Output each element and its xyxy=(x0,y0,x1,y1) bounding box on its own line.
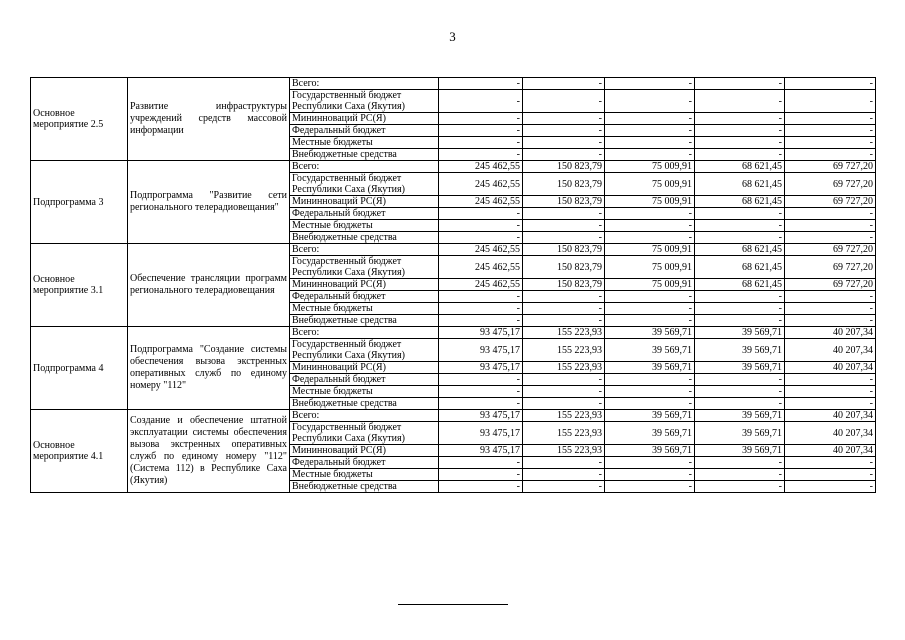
amount-cell: 69 727,20 xyxy=(785,279,876,291)
table-row xyxy=(31,244,876,256)
amount-cell: - xyxy=(605,469,695,481)
amount-cell: - xyxy=(605,78,695,90)
amount-cell: 155 223,93 xyxy=(523,327,605,339)
amount-cell: 39 569,71 xyxy=(695,422,785,445)
amount-cell: - xyxy=(439,137,523,149)
page-number: 3 xyxy=(449,29,456,44)
block-name: Подпрограмма "Создание системы обеспечения вызова экстренных оперативных служб по единому номеру "112" xyxy=(128,327,290,410)
amount-cell: - xyxy=(605,90,695,113)
funding-source: Внебюджетные средства xyxy=(290,315,439,327)
amount-cell: - xyxy=(605,232,695,244)
amount-cell: - xyxy=(523,481,605,493)
block-label: Основное мероприятие 4.1 xyxy=(31,410,128,493)
amount-cell: - xyxy=(695,90,785,113)
amount-cell: - xyxy=(523,315,605,327)
block-name: Подпрограмма "Развитие сети регионального телерадиовещания" xyxy=(128,161,290,244)
amount-cell: 40 207,34 xyxy=(785,339,876,362)
funding-source: Внебюджетные средства xyxy=(290,232,439,244)
amount-cell: - xyxy=(785,78,876,90)
amount-cell: - xyxy=(523,469,605,481)
amount-cell: - xyxy=(605,149,695,161)
amount-cell: - xyxy=(695,303,785,315)
amount-cell: - xyxy=(785,303,876,315)
funding-source: Федеральный бюджет xyxy=(290,374,439,386)
amount-cell: 39 569,71 xyxy=(695,339,785,362)
amount-cell: 40 207,34 xyxy=(785,445,876,457)
amount-cell: - xyxy=(695,220,785,232)
amount-cell: 245 462,55 xyxy=(439,161,523,173)
amount-cell: 39 569,71 xyxy=(605,445,695,457)
amount-cell: - xyxy=(695,78,785,90)
funding-source: Мининноваций РС(Я) xyxy=(290,445,439,457)
amount-cell: - xyxy=(785,90,876,113)
funding-source: Местные бюджеты xyxy=(290,386,439,398)
amount-cell: 40 207,34 xyxy=(785,327,876,339)
amount-cell: - xyxy=(523,374,605,386)
footnote-rule xyxy=(398,604,508,605)
amount-cell: - xyxy=(605,374,695,386)
amount-cell: 93 475,17 xyxy=(439,362,523,374)
amount-cell: - xyxy=(695,149,785,161)
amount-cell: 68 621,45 xyxy=(695,279,785,291)
amount-cell: - xyxy=(523,149,605,161)
funding-source: Мининноваций РС(Я) xyxy=(290,362,439,374)
amount-cell: 69 727,20 xyxy=(785,196,876,208)
amount-cell: - xyxy=(695,386,785,398)
amount-cell: 39 569,71 xyxy=(605,410,695,422)
funding-source: Федеральный бюджет xyxy=(290,208,439,220)
amount-cell: 69 727,20 xyxy=(785,161,876,173)
amount-cell: - xyxy=(523,232,605,244)
amount-cell: 150 823,79 xyxy=(523,279,605,291)
amount-cell: - xyxy=(785,113,876,125)
amount-cell: - xyxy=(439,208,523,220)
amount-cell: 75 009,91 xyxy=(605,161,695,173)
amount-cell: - xyxy=(695,469,785,481)
amount-cell: 40 207,34 xyxy=(785,362,876,374)
funding-source: Местные бюджеты xyxy=(290,220,439,232)
amount-cell: 245 462,55 xyxy=(439,173,523,196)
amount-cell: 68 621,45 xyxy=(695,161,785,173)
amount-cell: - xyxy=(523,303,605,315)
amount-cell: - xyxy=(523,398,605,410)
amount-cell: 150 823,79 xyxy=(523,244,605,256)
amount-cell: - xyxy=(523,208,605,220)
funding-source: Всего: xyxy=(290,244,439,256)
amount-cell: 39 569,71 xyxy=(695,410,785,422)
amount-cell: - xyxy=(695,113,785,125)
amount-cell: - xyxy=(523,125,605,137)
funding-source: Федеральный бюджет xyxy=(290,291,439,303)
amount-cell: - xyxy=(523,78,605,90)
amount-cell: 93 475,17 xyxy=(439,422,523,445)
amount-cell: - xyxy=(523,113,605,125)
amount-cell: - xyxy=(785,125,876,137)
amount-cell: 39 569,71 xyxy=(695,327,785,339)
amount-cell: 155 223,93 xyxy=(523,410,605,422)
amount-cell: 40 207,34 xyxy=(785,422,876,445)
funding-source: Всего: xyxy=(290,410,439,422)
amount-cell: - xyxy=(695,481,785,493)
amount-cell: - xyxy=(439,469,523,481)
amount-cell: 245 462,55 xyxy=(439,244,523,256)
funding-source: Всего: xyxy=(290,161,439,173)
amount-cell: - xyxy=(439,291,523,303)
amount-cell: - xyxy=(695,315,785,327)
funding-source: Федеральный бюджет xyxy=(290,457,439,469)
amount-cell: - xyxy=(605,125,695,137)
amount-cell: 75 009,91 xyxy=(605,256,695,279)
amount-cell: 150 823,79 xyxy=(523,173,605,196)
amount-cell: 150 823,79 xyxy=(523,196,605,208)
amount-cell: - xyxy=(605,481,695,493)
amount-cell: - xyxy=(785,291,876,303)
table-row xyxy=(31,161,876,173)
amount-cell: - xyxy=(785,149,876,161)
budget-table xyxy=(30,77,876,493)
amount-cell: 245 462,55 xyxy=(439,279,523,291)
amount-cell: - xyxy=(523,220,605,232)
amount-cell: - xyxy=(695,232,785,244)
amount-cell: - xyxy=(439,78,523,90)
amount-cell: 93 475,17 xyxy=(439,327,523,339)
amount-cell: 69 727,20 xyxy=(785,173,876,196)
amount-cell: 39 569,71 xyxy=(605,362,695,374)
funding-source: Мининноваций РС(Я) xyxy=(290,113,439,125)
amount-cell: 39 569,71 xyxy=(605,327,695,339)
amount-cell: 39 569,71 xyxy=(695,362,785,374)
amount-cell: - xyxy=(695,125,785,137)
block-name: Обеспечение трансляции программ регионального телерадиовещания xyxy=(128,244,290,327)
amount-cell: 69 727,20 xyxy=(785,256,876,279)
amount-cell: - xyxy=(523,386,605,398)
amount-cell: - xyxy=(523,291,605,303)
funding-source: Местные бюджеты xyxy=(290,469,439,481)
amount-cell: - xyxy=(439,398,523,410)
amount-cell: - xyxy=(695,398,785,410)
amount-cell: - xyxy=(439,232,523,244)
amount-cell: - xyxy=(439,374,523,386)
amount-cell: 68 621,45 xyxy=(695,196,785,208)
amount-cell: - xyxy=(785,469,876,481)
amount-cell: 150 823,79 xyxy=(523,161,605,173)
amount-cell: 155 223,93 xyxy=(523,422,605,445)
amount-cell: - xyxy=(785,220,876,232)
amount-cell: - xyxy=(695,374,785,386)
amount-cell: - xyxy=(439,113,523,125)
block-label: Подпрограмма 4 xyxy=(31,327,128,410)
funding-source: Внебюджетные средства xyxy=(290,149,439,161)
amount-cell: - xyxy=(523,90,605,113)
amount-cell: - xyxy=(605,386,695,398)
amount-cell: - xyxy=(439,386,523,398)
amount-cell: 40 207,34 xyxy=(785,410,876,422)
table-row xyxy=(31,78,876,90)
amount-cell: 39 569,71 xyxy=(605,339,695,362)
amount-cell: 155 223,93 xyxy=(523,339,605,362)
amount-cell: - xyxy=(523,137,605,149)
amount-cell: - xyxy=(439,481,523,493)
amount-cell: 150 823,79 xyxy=(523,256,605,279)
amount-cell: - xyxy=(605,137,695,149)
amount-cell: 39 569,71 xyxy=(605,422,695,445)
amount-cell: - xyxy=(439,315,523,327)
amount-cell: - xyxy=(605,315,695,327)
amount-cell: 93 475,17 xyxy=(439,445,523,457)
amount-cell: - xyxy=(785,315,876,327)
funding-source: Внебюджетные средства xyxy=(290,398,439,410)
amount-cell: 68 621,45 xyxy=(695,173,785,196)
amount-cell: 93 475,17 xyxy=(439,339,523,362)
amount-cell: - xyxy=(785,398,876,410)
amount-cell: - xyxy=(605,291,695,303)
block-label: Основное мероприятие 2.5 xyxy=(31,78,128,161)
amount-cell: - xyxy=(785,386,876,398)
funding-source: Всего: xyxy=(290,78,439,90)
funding-source: Местные бюджеты xyxy=(290,303,439,315)
amount-cell: - xyxy=(439,125,523,137)
amount-cell: - xyxy=(695,291,785,303)
table-row xyxy=(31,327,876,339)
amount-cell: 75 009,91 xyxy=(605,173,695,196)
funding-source: Государственный бюджет Республики Саха (Якутия) xyxy=(290,339,439,362)
funding-source: Федеральный бюджет xyxy=(290,125,439,137)
amount-cell: - xyxy=(695,457,785,469)
funding-source: Всего: xyxy=(290,327,439,339)
amount-cell: - xyxy=(605,303,695,315)
funding-source: Внебюджетные средства xyxy=(290,481,439,493)
amount-cell: - xyxy=(605,208,695,220)
block-label: Основное мероприятие 3.1 xyxy=(31,244,128,327)
amount-cell: - xyxy=(605,113,695,125)
amount-cell: 245 462,55 xyxy=(439,256,523,279)
amount-cell: - xyxy=(439,457,523,469)
amount-cell: 75 009,91 xyxy=(605,196,695,208)
funding-source: Мининноваций РС(Я) xyxy=(290,279,439,291)
amount-cell: 155 223,93 xyxy=(523,445,605,457)
amount-cell: 75 009,91 xyxy=(605,244,695,256)
amount-cell: - xyxy=(439,149,523,161)
amount-cell: - xyxy=(695,137,785,149)
amount-cell: 39 569,71 xyxy=(695,445,785,457)
amount-cell: 68 621,45 xyxy=(695,256,785,279)
funding-source: Государственный бюджет Республики Саха (Якутия) xyxy=(290,173,439,196)
amount-cell: - xyxy=(605,220,695,232)
block-label: Подпрограмма 3 xyxy=(31,161,128,244)
amount-cell: - xyxy=(785,457,876,469)
block-name: Создание и обеспечение штатной эксплуатации системы обеспечения вызова экстренных оперативных служб по единому номеру "112" (Система 112) в Республике Саха (Якутия) xyxy=(128,410,290,493)
amount-cell: - xyxy=(785,374,876,386)
amount-cell: - xyxy=(439,90,523,113)
amount-cell: - xyxy=(439,220,523,232)
amount-cell: - xyxy=(785,232,876,244)
amount-cell: 93 475,17 xyxy=(439,410,523,422)
amount-cell: - xyxy=(785,208,876,220)
amount-cell: 245 462,55 xyxy=(439,196,523,208)
funding-source: Местные бюджеты xyxy=(290,137,439,149)
amount-cell: - xyxy=(523,457,605,469)
table-row xyxy=(31,410,876,422)
funding-source: Государственный бюджет Республики Саха (Якутия) xyxy=(290,90,439,113)
amount-cell: - xyxy=(785,137,876,149)
amount-cell: - xyxy=(695,208,785,220)
amount-cell: - xyxy=(439,303,523,315)
amount-cell: - xyxy=(605,398,695,410)
amount-cell: - xyxy=(785,481,876,493)
block-name: Развитие инфраструктуры учреждений средств массовой информации xyxy=(128,78,290,161)
amount-cell: 75 009,91 xyxy=(605,279,695,291)
funding-source: Мининноваций РС(Я) xyxy=(290,196,439,208)
funding-source: Государственный бюджет Республики Саха (Якутия) xyxy=(290,256,439,279)
amount-cell: 69 727,20 xyxy=(785,244,876,256)
amount-cell: 68 621,45 xyxy=(695,244,785,256)
amount-cell: 155 223,93 xyxy=(523,362,605,374)
amount-cell: - xyxy=(605,457,695,469)
funding-source: Государственный бюджет Республики Саха (Якутия) xyxy=(290,422,439,445)
